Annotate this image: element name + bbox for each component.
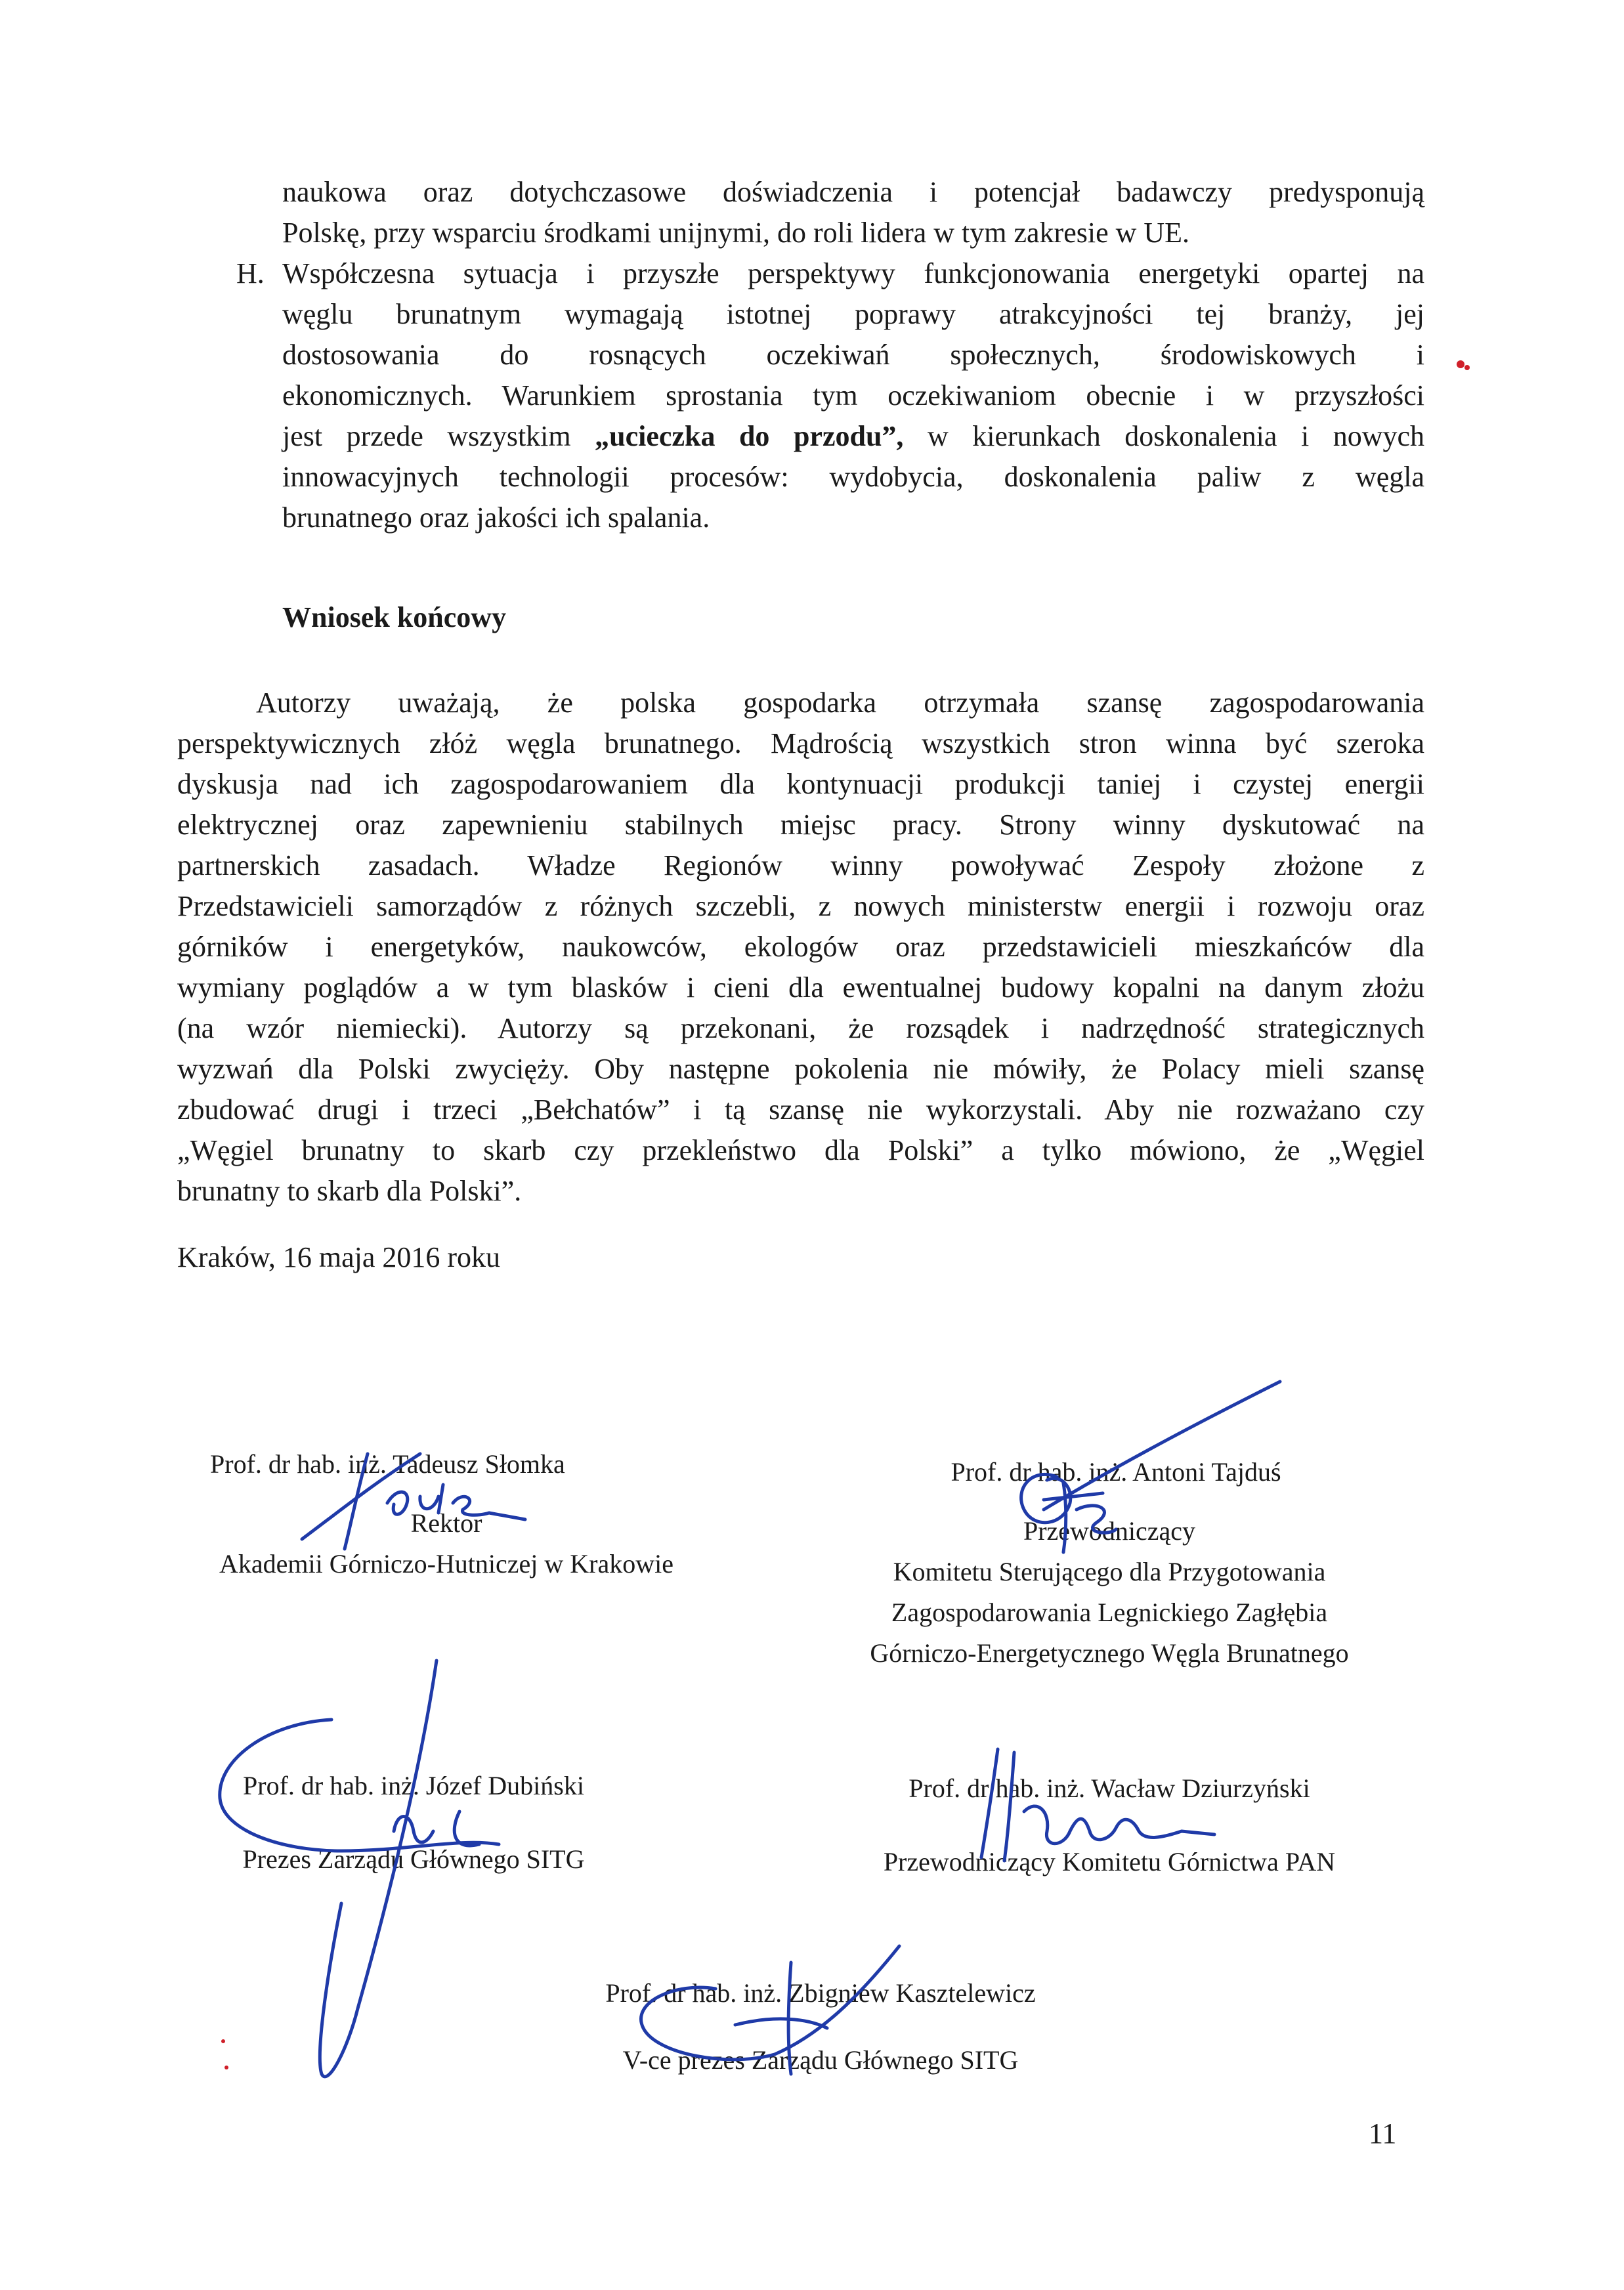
- text-fragment: jest przede wszystkim: [282, 420, 595, 452]
- text-line: brunatny to skarb dla Polski”.: [177, 1175, 522, 1207]
- text-line: wyzwań dla Polski zwycięży. Oby następne pokolenia nie mówiły, że Polacy mieli szansę: [177, 1053, 1424, 1085]
- text-line: Współczesna sytuacja i przyszłe perspektywy funkcjonowania energetyki opartej na: [282, 257, 1424, 289]
- text-line: wymiany poglądów a w tym blasków i cieni dla ewentualnej budowy kopalni na danym złożu: [177, 971, 1424, 1004]
- signature-block-tajdus: [827, 1452, 1392, 1674]
- text-line: naukowa oraz dotychczasowe doświadczenia i potencjał badawczy predysponują: [282, 176, 1424, 208]
- signature-block-slomka: [197, 1444, 696, 1584]
- signatory-institution: Zagospodarowania Legnickiego Zagłębia: [891, 1598, 1328, 1627]
- text-line: dostosowania do rosnących oczekiwań społecznych, środowiskowych i: [282, 339, 1424, 371]
- signature-block-dubinski: [197, 1766, 630, 1880]
- red-mark: [221, 2039, 225, 2043]
- signatory-institution: Górniczo-Energetycznego Węgla Brunatnego: [870, 1638, 1349, 1668]
- signatory-name: Prof. dr hab. inż. Tadeusz Słomka: [210, 1449, 565, 1479]
- signatory-role: Przewodniczący: [1023, 1516, 1196, 1546]
- signatory-name: Prof. dr hab. inż. Antoni Tajduś: [951, 1457, 1281, 1487]
- place-date: Kraków, 16 maja 2016 roku: [177, 1241, 501, 1273]
- text-fragment: w kierunkach doskonalenia i nowych: [903, 420, 1424, 452]
- text-line: innowacyjnych technologii procesów: wydobycia, doskonalenia paliw z węgla: [282, 461, 1424, 493]
- text-line: Autorzy uważają, że polska gospodarka otrzymała szansę zagospodarowania: [256, 687, 1424, 719]
- page-number: 11: [1369, 2117, 1397, 2150]
- signature-block-kasztelewicz: [565, 1973, 1077, 2081]
- signatory-name: Prof. dr hab. inż. Zbigniew Kasztelewicz: [605, 1978, 1036, 2008]
- red-mark: [224, 2066, 228, 2069]
- text-line: brunatnego oraz jakości ich spalania.: [282, 501, 710, 534]
- signatory-institution: Akademii Górniczo-Hutniczej w Krakowie: [219, 1549, 673, 1579]
- text-line: Polskę, przy wsparciu środkami unijnymi, do roli lidera w tym zakresie w UE.: [282, 217, 1190, 249]
- red-mark: [1457, 360, 1464, 368]
- text-line: węglu brunatnym wymagają istotnej poprawy atrakcyjności tej branży, jej: [282, 298, 1424, 330]
- text-line: perspektywicznych złóż węgla brunatnego. Mądrością wszystkich stron winna być szeroka: [177, 727, 1424, 759]
- signatory-role: Przewodniczący Komitetu Górnictwa PAN: [883, 1847, 1336, 1877]
- final-paragraph: [177, 683, 1424, 1212]
- signatory-name: Prof. dr hab. inż. Józef Dubiński: [243, 1771, 584, 1800]
- signatory-name: Prof. dr hab. inż. Wacław Dziurzyński: [908, 1773, 1310, 1803]
- text-line: [282, 416, 1424, 457]
- text-line: „Węgiel brunatny to skarb czy przekleństwo dla Polski” a tylko mówiono, że „Węgiel: [177, 1134, 1424, 1166]
- text-line: partnerskich zasadach. Władze Regionów winny powoływać Zespoły złożone z: [177, 849, 1424, 881]
- signatory-role: V-ce prezes Zarządu Głównego SITG: [622, 2045, 1019, 2075]
- text-line: ekonomicznych. Warunkiem sprostania tym oczekiwaniom obecnie i w przyszłości: [282, 379, 1424, 412]
- text-line: zbudować drugi i trzeci „Bełchatów” i tą szansę nie wykorzystali. Aby nie rozważano czy: [177, 1093, 1424, 1126]
- list-marker: H.: [236, 257, 265, 289]
- text-line: dyskusja nad ich zagospodarowaniem dla kontynuacji produkcji taniej i czystej energii: [177, 768, 1424, 800]
- text-line: Przedstawicieli samorządów z różnych szczebli, z nowych ministerstw energii i rozwoju oraz: [177, 890, 1424, 922]
- text-line: (na wzór niemiecki). Autorzy są przekonani, że rozsądek i nadrzędność strategicznych: [177, 1012, 1424, 1044]
- text-line: elektrycznej oraz zapewnieniu stabilnych miejsc pracy. Strony winny dyskutować na: [177, 809, 1424, 841]
- list-item-body: [282, 253, 1424, 538]
- text-line: górników i energetyków, naukowców, ekologów oraz przedstawicieli mieszkańców dla: [177, 931, 1424, 963]
- red-mark: [1464, 365, 1470, 370]
- section-heading: Wniosek końcowy: [282, 601, 507, 633]
- signatory-institution: Komitetu Sterującego dla Przygotowania: [893, 1557, 1326, 1586]
- signatory-role: Prezes Zarządu Głównego SITG: [242, 1844, 585, 1874]
- signature-block-dziurzynski: [840, 1768, 1378, 1882]
- continued-paragraph: [282, 172, 1424, 253]
- emphasis-text: „ucieczka do przodu”,: [595, 420, 904, 452]
- signatory-role: Rektor: [410, 1508, 482, 1538]
